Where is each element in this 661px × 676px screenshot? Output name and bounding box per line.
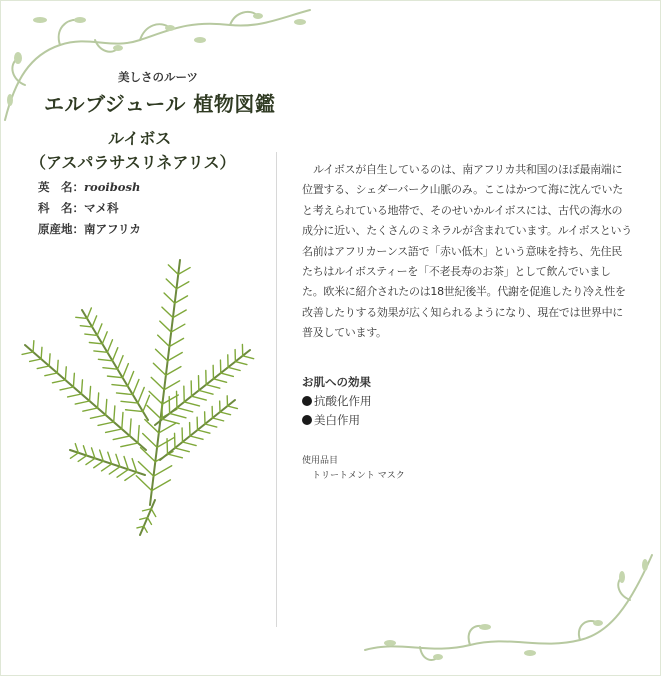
- page-title: エルブジュール 植物図鑑: [44, 92, 276, 116]
- plant-name: ルイボス: [108, 129, 172, 148]
- effect-label: 抗酸化作用: [314, 394, 372, 408]
- effect-item: [302, 393, 372, 409]
- info-key: 原産地：: [38, 222, 84, 236]
- info-key: 英 名：: [38, 180, 84, 194]
- effect-item: [302, 412, 360, 428]
- column-divider: [276, 152, 277, 627]
- rooibos-illustration: [20, 250, 260, 540]
- plant-latin-name: （アスパラサスリネアリス）: [30, 153, 236, 172]
- bullet-icon: [302, 415, 312, 425]
- info-row-origin: [38, 222, 141, 243]
- effects-title: お肌への効果: [302, 375, 371, 389]
- page-subtitle: 美しさのルーツ: [118, 70, 199, 84]
- bullet-icon: [302, 396, 312, 406]
- info-row-english: [38, 180, 141, 201]
- info-value: 南アフリカ: [84, 222, 141, 236]
- info-row-family: [38, 201, 141, 222]
- info-value: rooibosh: [84, 180, 141, 194]
- plant-info: [38, 180, 141, 243]
- effect-label: 美白作用: [314, 413, 360, 427]
- used-items-title: 使用品目: [302, 456, 339, 466]
- info-key: 科 名：: [38, 201, 84, 215]
- vine-ornament-bottom-right: [360, 545, 660, 673]
- description-text: ルイボスが自生しているのは、南アフリカ共和国のほぼ最南端に位置する、シェダーバーク山脈のみ。ここはかつて海に沈んでいたと考えられている地帯で、そのせいかルイボスには、古代の海水の成分に近い、たくさんのミネラルが含まれています。ルイボスという名前はアフリカーンス語で「赤い低木」という意味を持ち、先住民たちはルイボスティーを「不老長寿のお茶」として飲んでいました。欧米に紹介されたのは18世紀後半。代謝を促進したり冷え性を改善したりする効果が広く知られるようになり、現在では世界中に普及しています。: [302, 163, 632, 340]
- used-items-list: トリートメント マスク: [312, 471, 405, 481]
- info-value: マメ科: [84, 201, 119, 215]
